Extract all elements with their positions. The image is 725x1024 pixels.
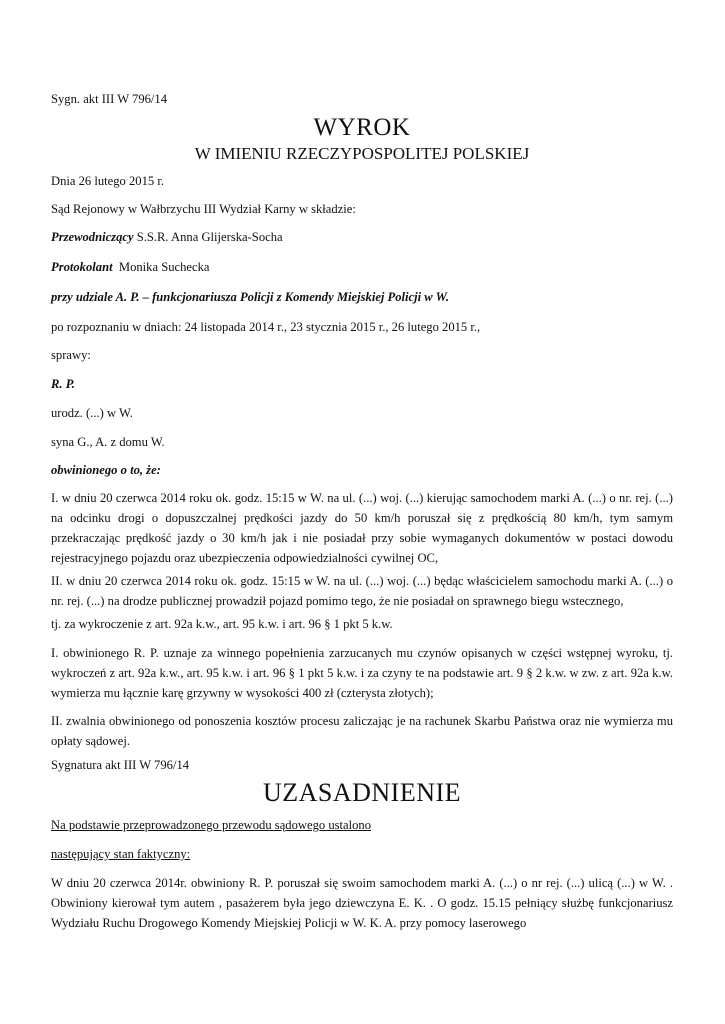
prosecutor-participation: przy udziale A. P. – funkcjonariusza Policji z Komendy Miejskiej Policji w W. <box>51 290 450 304</box>
accusation-label: obwinionego o to, że: <box>51 463 161 477</box>
document-page <box>51 0 673 1024</box>
case-signature-repeat: Sygnatura akt III W 796/14 <box>51 758 190 772</box>
judgment-subtitle: W IMIENIU RZECZYPOSPOLITEJ POLSKIEJ <box>194 144 530 163</box>
recorder-label: Protokolant <box>51 260 113 274</box>
charge-item: I. w dniu 20 czerwca 2014 roku ok. godz. 15:15 w W. na ul. (...) woj. (...) kierując samochodem marki A. (...) o nr. rej. (...) na odcinku drogi o dopuszczalnej prędkości jazdy do 50 km/h poruszał się z prędkością 80 km/h, tym samym przekraczając prędkość jazdy o 30 km/h jak i nie posiadał przy sobie wymaganych dokumentów w postaci dowodu rejestracyjnego pojazdu oraz ubezpieczenia odpowiedzialności cywilnej OC, <box>51 491 673 565</box>
reasoning-heading-line <box>51 844 673 864</box>
offence-basis: tj. za wykroczenie z art. 92a k.w., art. 95 k.w. i art. 96 § 1 pkt 5 k.w. <box>51 617 393 631</box>
judgment-title: WYROK <box>313 114 411 141</box>
reasoning-heading-facts: następujący stan faktyczny: <box>51 847 191 861</box>
reasoning-heading-findings: Na podstawie przeprowadzonego przewodu sądowego ustalono <box>51 818 371 832</box>
charge-item: II. w dniu 20 czerwca 2014 roku ok. godz. 15:15 w W. na ul. (...) woj. (...) będąc właścicielem samochodu marki A. (...) o nr. rej. (...) na drodze publicznej prowadził pojazd pomimo tego, że nie posiadał on sprawnego biegu wstecznego, <box>51 574 673 608</box>
verdict-item: II. zwalnia obwinionego od ponoszenia kosztów procesu zaliczając je na rachunek Skarbu Państwa oraz nie wymierza mu opłaty sądowej. <box>51 714 673 748</box>
defendant-parents: syna G., A. z domu W. <box>51 435 165 449</box>
presiding-label: Przewodniczący <box>51 230 134 244</box>
case-signature: Sygn. akt III W 796/14 <box>51 92 168 106</box>
judgment-date: Dnia 26 lutego 2015 r. <box>51 174 164 188</box>
case-label: sprawy: <box>51 348 91 362</box>
defendant-name: R. P. <box>51 377 75 391</box>
reasoning-heading-line <box>51 815 673 835</box>
verdict-item: I. obwinionego R. P. uznaje za winnego popełnienia zarzucanych mu czynów opisanych w części wstępnej wyroku, tj. wykroczeń z art. 92a k.w., art. 95 k.w. i art. 96 § 1 pkt 5 k.w. i za czyny te na podstawie art. 9 § 2 k.w. w zw. z art. 92a k.w. wymierza mu łącznie karę grzywny w wysokości 400 zł (czterysta złotych); <box>51 646 673 700</box>
court-composition: Sąd Rejonowy w Wałbrzychu III Wydział Karny w składzie: <box>51 202 356 216</box>
court-recorder <box>51 257 673 277</box>
defendant-birth: urodz. (...) w W. <box>51 406 133 420</box>
presiding-judge <box>51 227 673 247</box>
reasoning-title: UZASADNIENIE <box>262 778 462 807</box>
presiding-name: S.S.R. Anna Glijerska-Socha <box>136 230 283 244</box>
hearing-dates: po rozpoznaniu w dniach: 24 listopada 2014 r., 23 stycznia 2015 r., 26 lutego 2015 r., <box>51 320 481 334</box>
reasoning-paragraph: W dniu 20 czerwca 2014r. obwiniony R. P. poruszał się swoim samochodem marki A. (...) o nr rej. (...) ulicą (...) w W. . Obwiniony kierował tym autem , pasażerem była jego dziewczyna E. K. . O godz. 15.15 pełniący służbę funkcjonariusz Wydziału Ruchu Drogowego Komendy Miejskiej Policji w W. K. A. przy pomocy laserowego <box>51 876 673 930</box>
recorder-name: Monika Suchecka <box>118 260 210 274</box>
